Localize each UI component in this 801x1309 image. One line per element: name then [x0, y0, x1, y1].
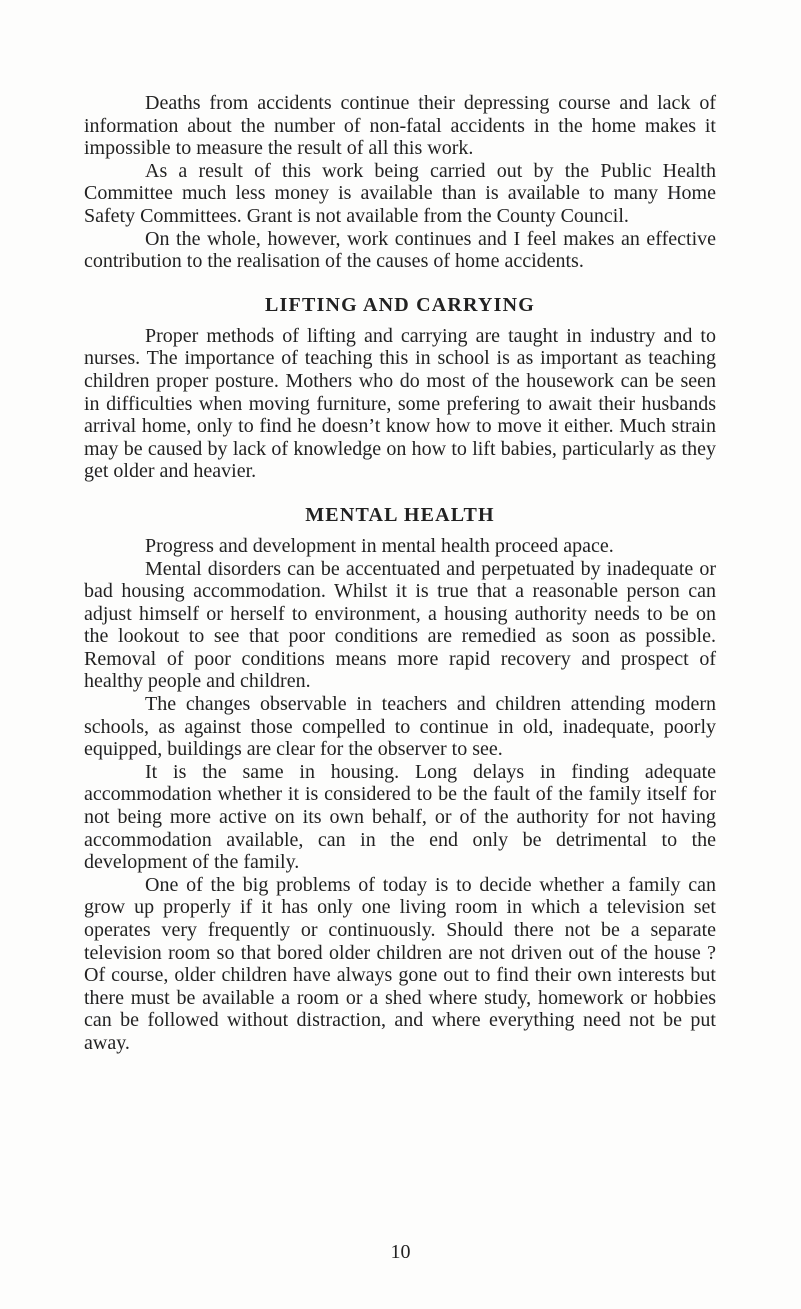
- paragraph-mental-health-progress: Progress and development in mental health proceed apace.: [145, 534, 614, 557]
- paragraph-public-health-committee: As a result of this work being carried out by the Public Health Committee much less money is available than is available to many Home Safety Committees. Grant is not available from the County Council.: [84, 159, 716, 227]
- paragraph-housing-delays: It is the same in housing. Long delays in finding adequate accommodation whether it is considered to be the fault of the family itself for not being more active on its own behalf, or of the authority for not having accommodation available, can in the end only be detrimental to the development of the family.: [84, 760, 716, 874]
- paragraph-effective-contribution: On the whole, however, work continues and I feel makes an effective contribution to the realisation of the causes of home accidents.: [84, 227, 716, 273]
- section-heading-mental-health: MENTAL HEALTH: [305, 503, 495, 526]
- paragraph-mental-disorders-housing: Mental disorders can be accentuated and perpetuated by inadequate or bad housing accommodation. Whilst it is true that a reasonable person can adjust himself or herself to environment, a housing authority needs to be on the lookout to see that poor conditions are remedied as soon as possible. Removal of poor conditions means more rapid recovery and prospect of healthy people and children.: [84, 557, 716, 693]
- paragraph-lifting-methods: Proper methods of lifting and carrying are taught in industry and to nurses. The importance of teaching this in school is as important as teaching children proper posture. Mothers who do most of the housework can be seen in difficulties when moving furniture, some prefering to await their husbands arrival home, only to find he doesn’t know how to move it either. Much strain may be caused by lack of knowledge on how to lift babies, particularly as they get older and heavier.: [84, 324, 716, 483]
- page-number: 10: [390, 1241, 411, 1263]
- paragraph-home-accidents-deaths: Deaths from accidents continue their depressing course and lack of information about the number of non-fatal accidents in the home makes it impossible to measure the result of all this work.: [84, 92, 716, 160]
- document-page: [84, 92, 716, 1055]
- paragraph-schools-changes: The changes observable in teachers and children attending modern schools, as against those compelled to continue in old, inadequate, poorly equipped, buildings are clear for the observer to see.: [84, 693, 716, 761]
- paragraph-television-room: One of the big problems of today is to decide whether a family can grow up properly if it has only one living room in which a television set operates very frequently or continuously. Should there not be a separate television room so that bored older children are not driven out of the house ? Of course, older children have always gone out to find their own interests but there must be available a room or a shed where study, homework or hobbies can be followed without distraction, and where everything need not be put away.: [84, 873, 716, 1054]
- section-heading-lifting-and-carrying: LIFTING AND CARRYING: [265, 293, 535, 316]
